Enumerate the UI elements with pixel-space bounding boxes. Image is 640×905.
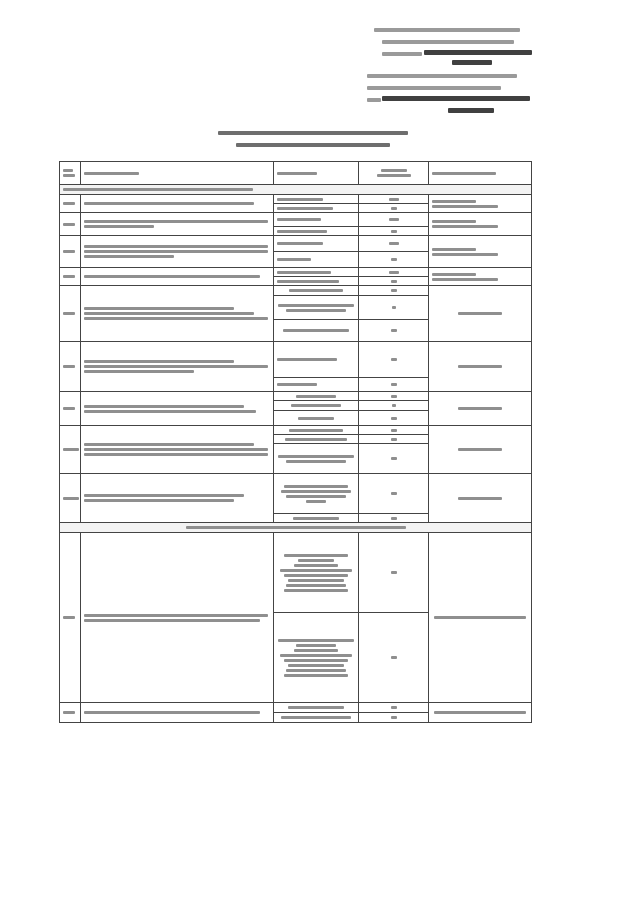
criterion-cell [274, 320, 359, 342]
score-cell [359, 426, 429, 435]
periodicity-cell [429, 392, 532, 426]
periodicity-cell [429, 286, 532, 342]
table-row [60, 236, 532, 252]
row-number-cell [60, 286, 81, 342]
criterion-cell [274, 378, 359, 392]
table-row [60, 342, 532, 378]
score-cell [359, 613, 429, 703]
row-number-cell [60, 426, 81, 474]
periodicity-cell [429, 426, 532, 474]
criterion-cell [274, 227, 359, 236]
indicator-cell [81, 474, 274, 523]
table-row [60, 474, 532, 514]
criterion-cell [274, 213, 359, 227]
indicator-cell [81, 392, 274, 426]
score-cell [359, 195, 429, 204]
table-section-row [60, 523, 532, 533]
row-number-cell [60, 533, 81, 703]
criterion-cell [274, 713, 359, 723]
table-row [60, 392, 532, 401]
score-cell [359, 296, 429, 320]
score-cell [359, 444, 429, 474]
criterion-cell [274, 533, 359, 613]
criterion-cell [274, 195, 359, 204]
table-row [60, 286, 532, 296]
score-cell [359, 320, 429, 342]
score-cell [359, 286, 429, 296]
criterion-cell [274, 286, 359, 296]
periodicity-cell [429, 533, 532, 703]
indicator-cell [81, 533, 274, 703]
header-cell [81, 162, 274, 185]
indicator-cell [81, 342, 274, 392]
table-row [60, 213, 532, 227]
indicator-cell [81, 268, 274, 286]
indicator-cell [81, 195, 274, 213]
row-number-cell [60, 342, 81, 392]
criterion-cell [274, 392, 359, 401]
indicator-cell [81, 236, 274, 268]
criterion-cell [274, 474, 359, 514]
table-row [60, 195, 532, 204]
criterion-cell [274, 703, 359, 713]
header-cell [429, 162, 532, 185]
periodicity-cell [429, 236, 532, 268]
section-cell [60, 523, 532, 533]
score-cell [359, 378, 429, 392]
score-cell [359, 411, 429, 426]
row-number-cell [60, 703, 81, 723]
row-number-cell [60, 268, 81, 286]
table-row [60, 426, 532, 435]
score-cell [359, 268, 429, 277]
indicators-table [59, 161, 532, 723]
criterion-cell [274, 426, 359, 435]
score-cell [359, 277, 429, 286]
periodicity-cell [429, 703, 532, 723]
table-header-row [60, 162, 532, 185]
criterion-cell [274, 435, 359, 444]
table-row [60, 268, 532, 277]
periodicity-cell [429, 474, 532, 523]
score-cell [359, 204, 429, 213]
criterion-cell [274, 514, 359, 523]
periodicity-cell [429, 268, 532, 286]
criterion-cell [274, 204, 359, 213]
criterion-cell [274, 401, 359, 411]
score-cell [359, 342, 429, 378]
table-section-row [60, 185, 532, 195]
criterion-cell [274, 296, 359, 320]
header-cell [359, 162, 429, 185]
score-cell [359, 435, 429, 444]
row-number-cell [60, 474, 81, 523]
criterion-cell [274, 268, 359, 277]
criterion-cell [274, 277, 359, 286]
criterion-cell [274, 342, 359, 378]
score-cell [359, 236, 429, 252]
table-row [60, 703, 532, 713]
header-cell [60, 162, 81, 185]
row-number-cell [60, 213, 81, 236]
criterion-cell [274, 236, 359, 252]
criterion-cell [274, 411, 359, 426]
score-cell [359, 533, 429, 613]
row-number-cell [60, 195, 81, 213]
criterion-cell [274, 252, 359, 268]
score-cell [359, 703, 429, 713]
score-cell [359, 252, 429, 268]
periodicity-cell [429, 195, 532, 213]
score-cell [359, 401, 429, 411]
periodicity-cell [429, 213, 532, 236]
periodicity-cell [429, 342, 532, 392]
row-number-cell [60, 236, 81, 268]
criterion-cell [274, 613, 359, 703]
header-cell [274, 162, 359, 185]
score-cell [359, 713, 429, 723]
score-cell [359, 392, 429, 401]
section-cell [60, 185, 532, 195]
indicator-cell [81, 213, 274, 236]
indicator-cell [81, 426, 274, 474]
indicator-cell [81, 703, 274, 723]
indicator-cell [81, 286, 274, 342]
score-cell [359, 474, 429, 514]
criterion-cell [274, 444, 359, 474]
table-row [60, 533, 532, 613]
row-number-cell [60, 392, 81, 426]
score-cell [359, 514, 429, 523]
score-cell [359, 213, 429, 227]
score-cell [359, 227, 429, 236]
